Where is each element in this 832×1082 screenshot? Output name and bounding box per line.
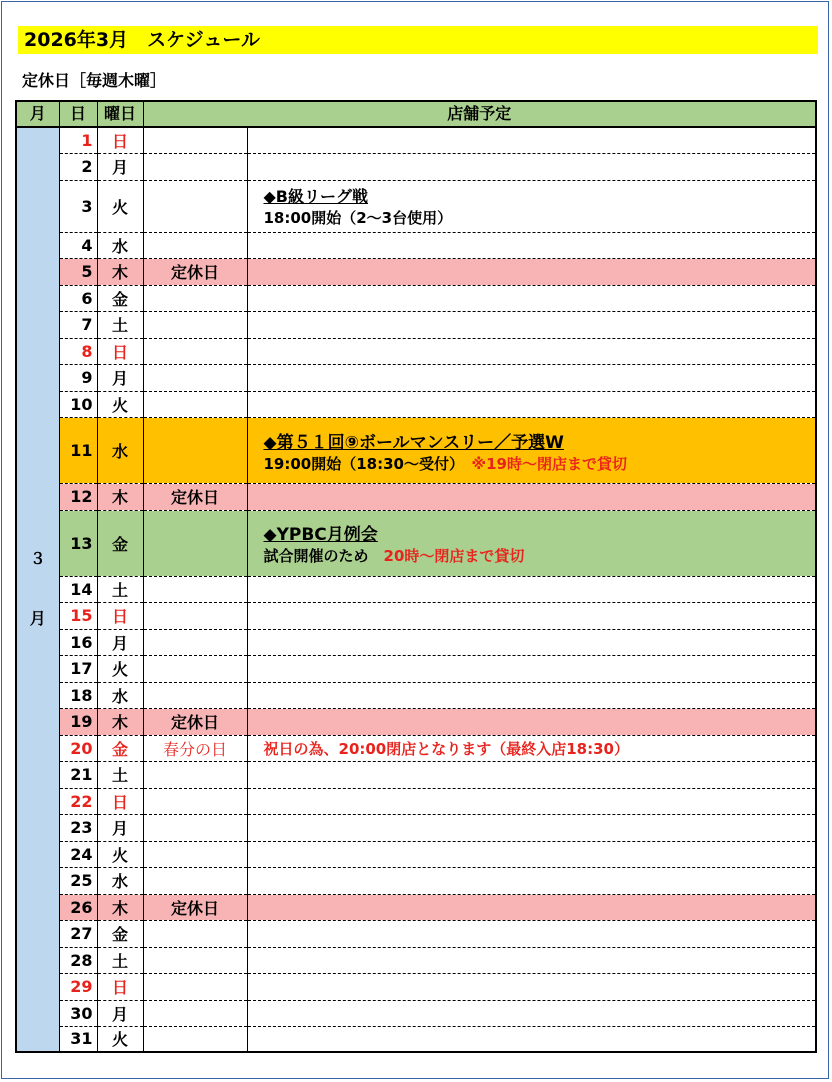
table-row xyxy=(16,815,816,842)
schedule-cell xyxy=(247,365,816,392)
table-row xyxy=(16,603,816,630)
event-title: ◆第５１回⑨ボールマンスリー／予選W xyxy=(263,432,564,453)
table-row xyxy=(16,921,816,948)
day-number: 23 xyxy=(59,815,97,842)
schedule-cell xyxy=(247,921,816,948)
schedule-cell xyxy=(247,841,816,868)
table-row xyxy=(16,510,816,576)
day-number: 7 xyxy=(59,312,97,339)
table-row xyxy=(16,154,816,181)
day-number: 22 xyxy=(59,788,97,815)
weekday-label: 土 xyxy=(97,762,143,789)
schedule-cell xyxy=(247,815,816,842)
schedule-cell xyxy=(247,127,816,154)
weekday-label: 火 xyxy=(97,391,143,418)
closed-day-note: 定休日［毎週木曜］ xyxy=(22,71,167,90)
schedule-cell xyxy=(247,418,816,484)
header-day: 日 xyxy=(59,101,97,127)
weekday-label: 金 xyxy=(97,921,143,948)
table-row xyxy=(16,709,816,736)
holiday-cell xyxy=(143,1000,247,1027)
day-number: 12 xyxy=(59,484,97,511)
schedule-cell xyxy=(247,232,816,259)
schedule-cell xyxy=(247,312,816,339)
event-reservation-note: ※19時～閉店まで貸切 xyxy=(471,454,627,473)
holiday-cell: 定休日 xyxy=(143,894,247,921)
schedule-cell xyxy=(247,629,816,656)
holiday-cell xyxy=(143,232,247,259)
schedule-cell xyxy=(247,285,816,312)
day-number: 30 xyxy=(59,1000,97,1027)
schedule-table xyxy=(15,100,817,1053)
table-row xyxy=(16,418,816,484)
weekday-label: 金 xyxy=(97,510,143,576)
table-row xyxy=(16,868,816,895)
table-row xyxy=(16,312,816,339)
weekday-label: 日 xyxy=(97,788,143,815)
holiday-cell: 定休日 xyxy=(143,259,247,286)
holiday-cell xyxy=(143,418,247,484)
weekday-label: 火 xyxy=(97,180,143,232)
weekday-label: 木 xyxy=(97,894,143,921)
table-row xyxy=(16,484,816,511)
day-number: 27 xyxy=(59,921,97,948)
day-number: 31 xyxy=(59,1027,97,1052)
holiday-cell xyxy=(143,1027,247,1052)
weekday-label: 火 xyxy=(97,656,143,683)
holiday-cell xyxy=(143,762,247,789)
weekday-label: 火 xyxy=(97,841,143,868)
day-number: 18 xyxy=(59,682,97,709)
schedule-cell xyxy=(247,709,816,736)
table-header-row xyxy=(16,101,816,127)
month-label-number: ３ xyxy=(29,549,46,569)
day-number: 2 xyxy=(59,154,97,181)
weekday-label: 月 xyxy=(97,365,143,392)
table-row xyxy=(16,629,816,656)
table-row xyxy=(16,1027,816,1052)
weekday-label: 月 xyxy=(97,1000,143,1027)
holiday-cell: 春分の日 xyxy=(143,735,247,762)
table-row xyxy=(16,841,816,868)
holiday-cell xyxy=(143,682,247,709)
schedule-cell xyxy=(247,735,816,762)
holiday-cell xyxy=(143,974,247,1001)
schedule-cell xyxy=(247,1000,816,1027)
month-cell xyxy=(16,127,59,1052)
schedule-cell xyxy=(247,947,816,974)
header-schedule: 店舗予定 xyxy=(143,101,816,127)
weekday-label: 金 xyxy=(97,285,143,312)
day-number: 17 xyxy=(59,656,97,683)
weekday-label: 木 xyxy=(97,484,143,511)
schedule-cell xyxy=(247,974,816,1001)
holiday-cell xyxy=(143,947,247,974)
schedule-cell xyxy=(247,868,816,895)
schedule-cell xyxy=(247,788,816,815)
table-row xyxy=(16,682,816,709)
day-number: 11 xyxy=(59,418,97,484)
holiday-cell xyxy=(143,656,247,683)
schedule-cell xyxy=(247,762,816,789)
holiday-hours-note: 祝日の為、20:00閉店となります（最終入店18:30） xyxy=(263,739,629,758)
weekday-label: 月 xyxy=(97,815,143,842)
table-row xyxy=(16,576,816,603)
day-number: 19 xyxy=(59,709,97,736)
weekday-label: 木 xyxy=(97,259,143,286)
event-detail: 18:00開始（2～3台使用） xyxy=(263,209,453,227)
day-number: 1 xyxy=(59,127,97,154)
schedule-cell xyxy=(247,603,816,630)
event-reservation-note: 20時～閉店まで貸切 xyxy=(383,547,525,565)
holiday-cell xyxy=(143,180,247,232)
day-number: 6 xyxy=(59,285,97,312)
day-number: 20 xyxy=(59,735,97,762)
weekday-label: 水 xyxy=(97,682,143,709)
weekday-label: 水 xyxy=(97,868,143,895)
page-title: 2026年3月 スケジュール xyxy=(18,26,818,54)
holiday-cell xyxy=(143,365,247,392)
weekday-label: 日 xyxy=(97,338,143,365)
table-row xyxy=(16,391,816,418)
weekday-label: 火 xyxy=(97,1027,143,1052)
weekday-label: 月 xyxy=(97,154,143,181)
holiday-cell xyxy=(143,127,247,154)
day-number: 5 xyxy=(59,259,97,286)
table-row xyxy=(16,285,816,312)
weekday-label: 土 xyxy=(97,312,143,339)
day-number: 28 xyxy=(59,947,97,974)
event-detail: 試合開催のため xyxy=(263,547,369,565)
event-title: ◆YPBC月例会 xyxy=(263,525,378,545)
schedule-cell xyxy=(247,576,816,603)
holiday-cell: 定休日 xyxy=(143,484,247,511)
weekday-label: 日 xyxy=(97,974,143,1001)
weekday-label: 木 xyxy=(97,709,143,736)
holiday-cell: 定休日 xyxy=(143,709,247,736)
holiday-cell xyxy=(143,921,247,948)
schedule-cell xyxy=(247,338,816,365)
schedule-cell xyxy=(247,484,816,511)
day-number: 3 xyxy=(59,180,97,232)
table-row xyxy=(16,1000,816,1027)
holiday-cell xyxy=(143,603,247,630)
weekday-label: 日 xyxy=(97,603,143,630)
day-number: 24 xyxy=(59,841,97,868)
month-label-unit: 月 xyxy=(29,609,46,629)
holiday-cell xyxy=(143,285,247,312)
schedule-cell xyxy=(247,1027,816,1052)
holiday-cell xyxy=(143,841,247,868)
table-row xyxy=(16,974,816,1001)
table-row xyxy=(16,338,816,365)
schedule-cell xyxy=(247,656,816,683)
weekday-label: 月 xyxy=(97,629,143,656)
schedule-cell xyxy=(247,180,816,232)
holiday-cell xyxy=(143,629,247,656)
event-title: ◆B級リーグ戦 xyxy=(263,187,369,206)
schedule-cell xyxy=(247,682,816,709)
table-row xyxy=(16,762,816,789)
holiday-cell xyxy=(143,868,247,895)
holiday-cell xyxy=(143,510,247,576)
day-number: 4 xyxy=(59,232,97,259)
holiday-cell xyxy=(143,312,247,339)
weekday-label: 水 xyxy=(97,232,143,259)
holiday-cell xyxy=(143,338,247,365)
day-number: 26 xyxy=(59,894,97,921)
table-row xyxy=(16,365,816,392)
schedule-cell xyxy=(247,259,816,286)
weekday-label: 土 xyxy=(97,947,143,974)
table-row xyxy=(16,656,816,683)
table-row xyxy=(16,127,816,154)
holiday-cell xyxy=(143,788,247,815)
schedule-cell xyxy=(247,510,816,576)
schedule-cell xyxy=(247,154,816,181)
day-number: 10 xyxy=(59,391,97,418)
day-number: 15 xyxy=(59,603,97,630)
weekday-label: 水 xyxy=(97,418,143,484)
holiday-cell xyxy=(143,815,247,842)
day-number: 16 xyxy=(59,629,97,656)
holiday-cell xyxy=(143,576,247,603)
table-row xyxy=(16,788,816,815)
table-row xyxy=(16,259,816,286)
table-row xyxy=(16,180,816,232)
table-row xyxy=(16,232,816,259)
weekday-label: 土 xyxy=(97,576,143,603)
day-number: 9 xyxy=(59,365,97,392)
table-row xyxy=(16,735,816,762)
weekday-label: 金 xyxy=(97,735,143,762)
schedule-cell xyxy=(247,391,816,418)
day-number: 25 xyxy=(59,868,97,895)
schedule-cell xyxy=(247,894,816,921)
day-number: 21 xyxy=(59,762,97,789)
header-month: 月 xyxy=(16,101,59,127)
weekday-label: 日 xyxy=(97,127,143,154)
day-number: 29 xyxy=(59,974,97,1001)
day-number: 14 xyxy=(59,576,97,603)
holiday-cell xyxy=(143,154,247,181)
header-weekday: 曜日 xyxy=(97,101,143,127)
day-number: 13 xyxy=(59,510,97,576)
holiday-cell xyxy=(143,391,247,418)
day-number: 8 xyxy=(59,338,97,365)
table-row xyxy=(16,947,816,974)
event-detail: 19:00開始（18:30～受付） xyxy=(263,454,457,473)
table-row xyxy=(16,894,816,921)
